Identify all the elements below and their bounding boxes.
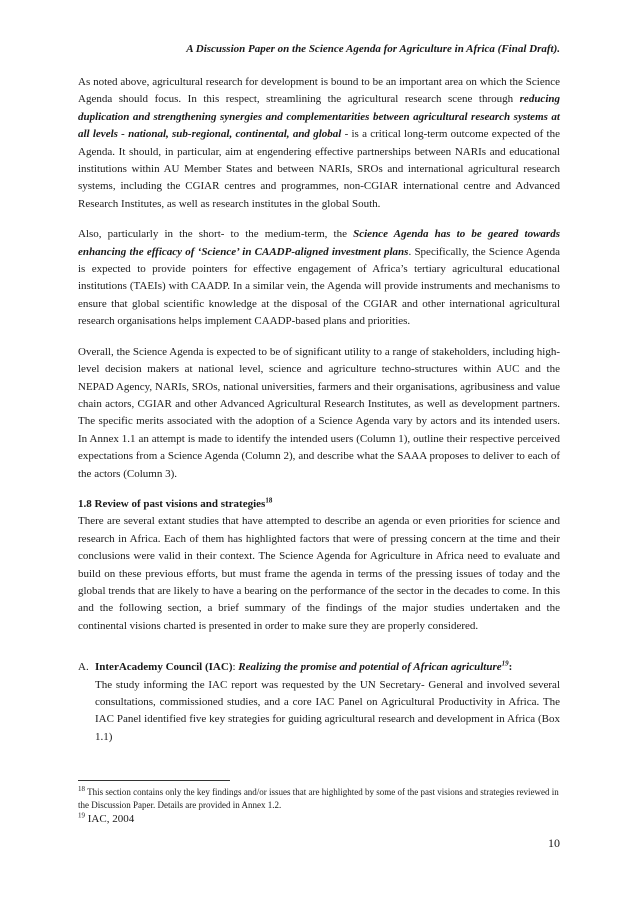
footnote-divider [78,780,230,781]
running-header: A Discussion Paper on the Science Agenda for Agriculture in Africa (Final Draft). [186,43,560,55]
item-title-italic: Realizing the promise and potential of African agriculture [238,661,502,674]
list-item-text: The study informing the IAC report was requested by the UN Secretary- General and involved several consultations, commissioned studies, and a core IAC Panel on Agricultural Productivity in Africa. The IAC Panel identified five key strategies for guiding agricultural research and development in Africa (Box 1.1) [95,678,560,743]
paragraph-1 [78,74,560,213]
p2-emphasis: Science Agenda has to be geared towards enhancing the efficacy of ‘Science’ in CAADP-aligned investment plans [78,228,560,258]
p1-emphasis: reducing duplication and strengthening synergies and complementarities between agricultural research systems at all levels - national, sub-regional, continental, and global [78,93,560,141]
section-heading [78,496,560,513]
list-marker: A. [78,661,89,674]
section-paragraph: There are several extant studies that have attempted to describe an agenda or even priorities for science and research in Africa. Each of them has highlighted factors that were of pressing concern at the time and their conclusions were valid in their context. The Science Agenda for Agriculture in Africa need to evaluate and build on these previous efforts, but must frame the agenda in terms of the pressing issues of today and the global trends that are likely to have a bearing on the performance of the sector in the decades to come. In this and the following section, a brief summary of the findings of the major studies undertaken and the continental visions charted is presented in order to make sure they are properly considered. [78,515,560,632]
paragraph-3: Overall, the Science Agenda is expected to be of significant utility to a range of stakeholders, including high- level decision makers at national level, science and agriculture techno-structures within AUC and the NEPAD Agency, NARIs, SROs, national universities, farmers and their organisations, agribusiness and value chain actors, CGIAR and other Advanced Agricultural Research Institutes, as well as development partners. The specific merits associated with the adoption of a Science Agenda vary by actors and its intended users. In Annex 1.1 an attempt is made to identify the intended users (Column 1), outline their respective perceived expectations from a Science Agenda (Column 2), and describe what the SAAA proposes to deliver to each of the actors (Column 3). [78,345,560,480]
body-text [78,74,560,746]
p1-text-2: - is a critical long-term outcome expected of the Agenda. It should, in particular, aim at engendering effective partnerships between NARIs and educational institutions within AU Member States and between NARIs, SROs and international agricultural research systems, including the CGIAR centres and programmes, non-CGIAR international centre and Advanced Research Institutes, as well as research institutes in the global South. [78,128,560,210]
p2-text-2: . Specifically, the Science Agenda is expected to provide pointers for effective engagement of Africa’s tertiary agricultural educational institutions (TAEIs) with CAADP. In a similar vein, the Agenda will provide instruments and mechanisms to ensure that global scientific knowledge at the disposal of the CGIAR and other international agricultural research organisations helps implement CAADP-based plans and priorities. [78,245,560,328]
footnote-text: This section contains only the key findings and/or issues that are highlighted by some of the past visions and strategies reviewed in the Discussion Paper. Details are provided in Annex 1.2. [78,787,559,810]
item-title-end: : [508,661,513,674]
footnote-text: IAC, 2004 [85,813,135,825]
list-item-a [78,659,560,746]
footnotes [78,780,560,827]
list-item-title [95,659,560,676]
footnote-19 [78,812,560,826]
section-heading-text: 1.8 Review of past visions and strategies [78,497,266,510]
paragraph-2 [78,226,560,330]
footnote-ref-18[interactable]: 18 [265,496,273,505]
item-title-colon: : [232,661,239,674]
item-title-bold: InterAcademy Council (IAC) [95,661,233,674]
p2-text-1: Also, particularly in the short- to the medium-term, the [78,228,354,241]
page-number: 10 [548,836,560,850]
footnote-number: 19 [78,811,85,820]
footnote-18 [78,786,560,811]
footnote-number: 18 [78,785,85,793]
footnote-ref-19[interactable]: 19 [501,659,509,668]
p1-text-1: As noted above, agricultural research for development is bound to be an important area on which the Science Agenda should focus. In this respect, streamlining the agricultural research scene through [78,76,560,106]
